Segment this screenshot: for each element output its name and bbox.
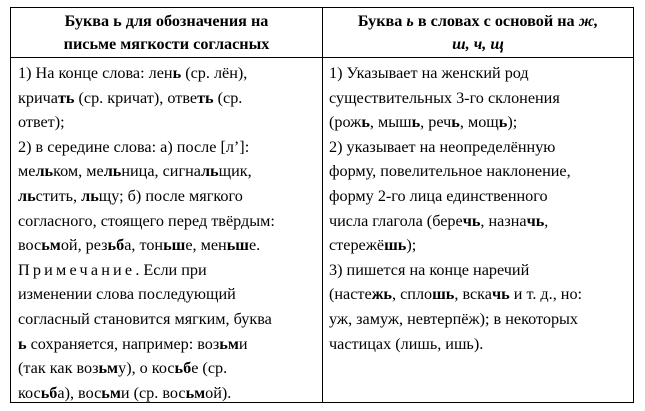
header-line [327,10,629,33]
rule-line: 3) пишется на конце наречий [329,260,530,279]
note-line: согласный становится мягким, буква [18,309,272,328]
rule-line: 1) Указывает на женский род [329,64,529,82]
rule-line: 2) в середине слова: а) после [л’]: [18,137,250,156]
header-text: в словах с основой на [413,12,579,30]
note-line: изменении слова последующий [18,285,236,304]
header-italic-letters: ш, ч, щ [452,35,504,53]
note-line: Примечание. Если при [18,260,207,279]
rule-line: существительных 3-го склонения [329,88,560,107]
spelling-rules-table [10,7,634,403]
rule-line: числа глагола (беречь, назначь, [329,211,549,230]
header-text: Буква [357,12,407,30]
header-cell-soft-consonants [11,8,322,57]
rule-line: кричать (ср. кричат), ответь (ср. [18,88,243,107]
body-cell-soft-consonants [11,58,322,405]
rule-line: льстить, льщу; б) после мягкого [18,186,243,205]
header-italic-letter: ж, [578,12,599,30]
rule-line: стережёшь); [329,236,417,255]
header-line [327,33,629,56]
header-soft-sign: ь [406,12,414,30]
rule-line: ответ); [18,113,65,132]
rule-line: согласного, стоящего перед твёрдым: [18,211,275,230]
header-cell-sibilant-stems [323,8,633,57]
header-line: Буква ь для обозначения на [64,12,269,30]
rule-line: 2) указывает на неопределённую [329,137,556,156]
rule-line: форму, повелительное наклонение, [329,162,571,181]
note-line: ь сохраняется, например: возьми [18,334,248,353]
header-line: письме мягкости согласных [63,35,270,53]
note-line: косьба), восьми (ср. восьмой). [18,383,232,402]
note-label: Примечание [18,260,136,279]
rule-line: (рожь, мышь, речь, мощь); [329,113,518,132]
body-cell-sibilant-stems [323,58,633,356]
rule-line: частицах (лишь, ишь). [329,334,484,353]
rule-line: уж, замуж, невтерпёж); в некоторых [329,309,579,328]
rule-line: форму 2-го лица единственного [329,186,548,205]
rule-line: мельком, мельница, сигнальщик, [18,162,252,181]
rule-line: (настежь, сплoшь, вскачь и т. д., но: [329,285,583,304]
rule-line: 1) На конце слова: лень (ср. лён), [18,64,248,82]
note-line: (так как возьму), о косьбе (ср. [18,359,228,378]
rule-line: восьмой, резьба, тоньше, меньше. [18,236,261,255]
